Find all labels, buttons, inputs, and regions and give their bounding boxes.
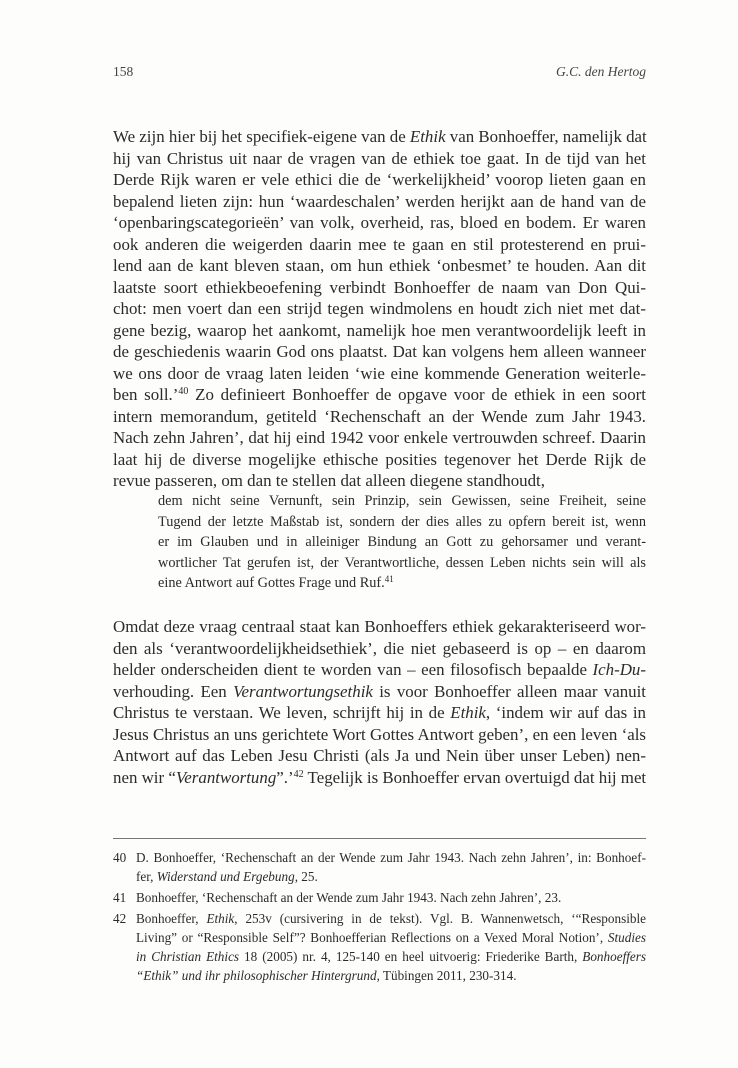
text-line: chot: men voert dan een strijd tegen windmolens en houdt zich niet met dat- [113, 299, 646, 318]
footnote-ref-40[interactable]: 40 [178, 386, 189, 397]
footnote-line: Bonhoeffer, ‘Rechenschaft an der Wende zum Jahr 1943. Nach zehn Jahren’, 23. [136, 890, 562, 905]
text-line: gene bezig, waarop het aankomt, namelijk hoe men verantwoordelijk leeft in [113, 320, 646, 340]
paragraph-1 [113, 126, 646, 492]
quote-line: eine Antwort auf Gottes Frage und Ruf.$^{41}$ [158, 574, 394, 591]
footnote-line: in Christian Ethics 18 (2005) nr. 4, 125-140 en heel uitvoerig: Friederike Barth, Bonhoeffers [136, 949, 647, 964]
text-line: Derde Rijk waren er vele ethici die de ‘werkelijkheid’ voorop lieten gaan en [113, 170, 646, 189]
text-line: verhouding. Een Verantwortungsethik is voor Bonhoeffer alleen maar vanuit [113, 681, 647, 701]
quote-line: er im Glauben und in alleiniger Bindung an Gott zu gehorsamer und verant- [158, 534, 646, 550]
text-line: bepalend lieten zijn: hun ‘waardeschalen’ werden herijkt aan de hand van de [113, 191, 646, 211]
text-line: helder onderscheiden dient te worden van – een filosofisch bepaalde Ich-Du- [113, 660, 646, 679]
footnote-divider [113, 838, 646, 839]
footnote-41 [113, 888, 646, 907]
quote-line: Tugend der letzte Maßstab ist, sondern der dies alles zu opfern bereit ist, wenn [158, 513, 646, 530]
text-line: lend aan de kant bleven staan, om hun ethiek ‘onbesmet’ te houden. Aan dit [113, 256, 646, 275]
text-line: Antwort auf das Leben Jesu Christi (als Ja und Nein über unser Leben) nen- [113, 746, 646, 765]
text-line: Christus te verstaan. We leven, schrijft hij in de Ethik, ‘indem wir auf das in [113, 703, 646, 722]
footnote-line: “Ethik” und ihr philosophischer Hintergrund, Tübingen 2011, 230-314. [136, 968, 517, 983]
footnote-number: 42 [113, 911, 127, 926]
text-line: laat hij de diverse mogelijke ethische posities tegenover het Derde Rijk de [113, 449, 646, 469]
text-line: Omdat deze vraag centraal staat kan Bonhoeffers ethiek gekarakteriseerd wor- [113, 617, 646, 636]
text-line: intern memorandum, getiteld ‘Rechenschaft an der Wende zum Jahr 1943. [113, 406, 646, 426]
quote-line: wortlicher Tat gerufen ist, der Verantwortliche, dessen Leben nichts sein will als [158, 554, 646, 571]
footnote-line: D. Bonhoeffer, ‘Rechenschaft an der Wende zum Jahr 1943. Nach zehn Jahren’, in: Bonhoef- [136, 850, 646, 865]
text-line: ben soll.’$^{40}$ Zo definieert Bonhoeffer de opgave voor de ethiek in een soort [113, 385, 646, 404]
footnote-number: 40 [113, 850, 127, 865]
text-line: nen wir “Verantwortung”.’$^{42}$ Tegelijk is Bonhoeffer ervan overtuigd dat hij met [113, 767, 647, 787]
text-line: We zijn hier bij het specifiek-eigene van de Ethik van Bonhoeffer, namelijk dat [113, 127, 647, 146]
text-line: de geschiedenis waarin God ons plaatst. Dat kan volgens hem alleen wanneer [113, 342, 646, 361]
text-line: Jesus Christus an uns gerichtete Wort Gottes Antwort geben’, en een leven ‘als [113, 724, 646, 744]
paragraph-2 [113, 616, 646, 788]
text-line: revue passeren, om dan te stellen dat alleen diegene standhoudt, [113, 471, 545, 490]
text-line: Nach zehn Jahren’, dat hij eind 1942 voor enkele vertrouwden schreef. Daarin [113, 428, 646, 447]
text-line: ook anderen die weigerden daarin mee te gaan en stil protesterend en prui- [113, 234, 646, 254]
text-line: den als ‘verantwoordelijkheidsethiek’, die niet gebaseerd is op – en daarom [113, 638, 646, 658]
text-line: hij van Christus uit naar de vragen van de ethiek toe gaat. In de tijd van het [113, 148, 646, 168]
running-head-author: G.C. den Hertog [556, 64, 646, 79]
footnote-line: fer, Widerstand und Ergebung, 25. [136, 869, 318, 884]
footnote-number: 41 [113, 890, 127, 905]
block-quote [158, 491, 646, 594]
text-line: laatste soort ethiekbeoefening verbindt Bonhoeffer de naam van Don Qui- [113, 277, 646, 297]
text-line: we ons door de vraag laten leiden ‘wie eine kommende Generation weiterle- [113, 363, 646, 383]
footnote-ref-42[interactable]: 42 [293, 768, 304, 780]
footnotes [113, 848, 646, 987]
footnote-line: Living” or “Responsible Self”? Bonhoefferian Reflections on a Vexed Moral Notion’, Studies [136, 930, 646, 945]
footnote-line: Bonhoeffer, Ethik, 253v (cursivering in de tekst). Vgl. B. Wannenwetsch, ‘“Responsible [136, 911, 646, 926]
page-number: 158 [113, 64, 134, 79]
footnote-40 [113, 848, 646, 886]
footnote-ref-41[interactable]: 41 [384, 574, 394, 584]
text-line: ‘openbaringscategorieën’ van volk, overheid, ras, bloed en bodem. Er waren [113, 213, 646, 232]
footnote-42 [113, 909, 646, 985]
quote-line: dem nicht seine Vernunft, sein Prinzip, sein Gewissen, seine Freiheit, seine [158, 493, 646, 509]
